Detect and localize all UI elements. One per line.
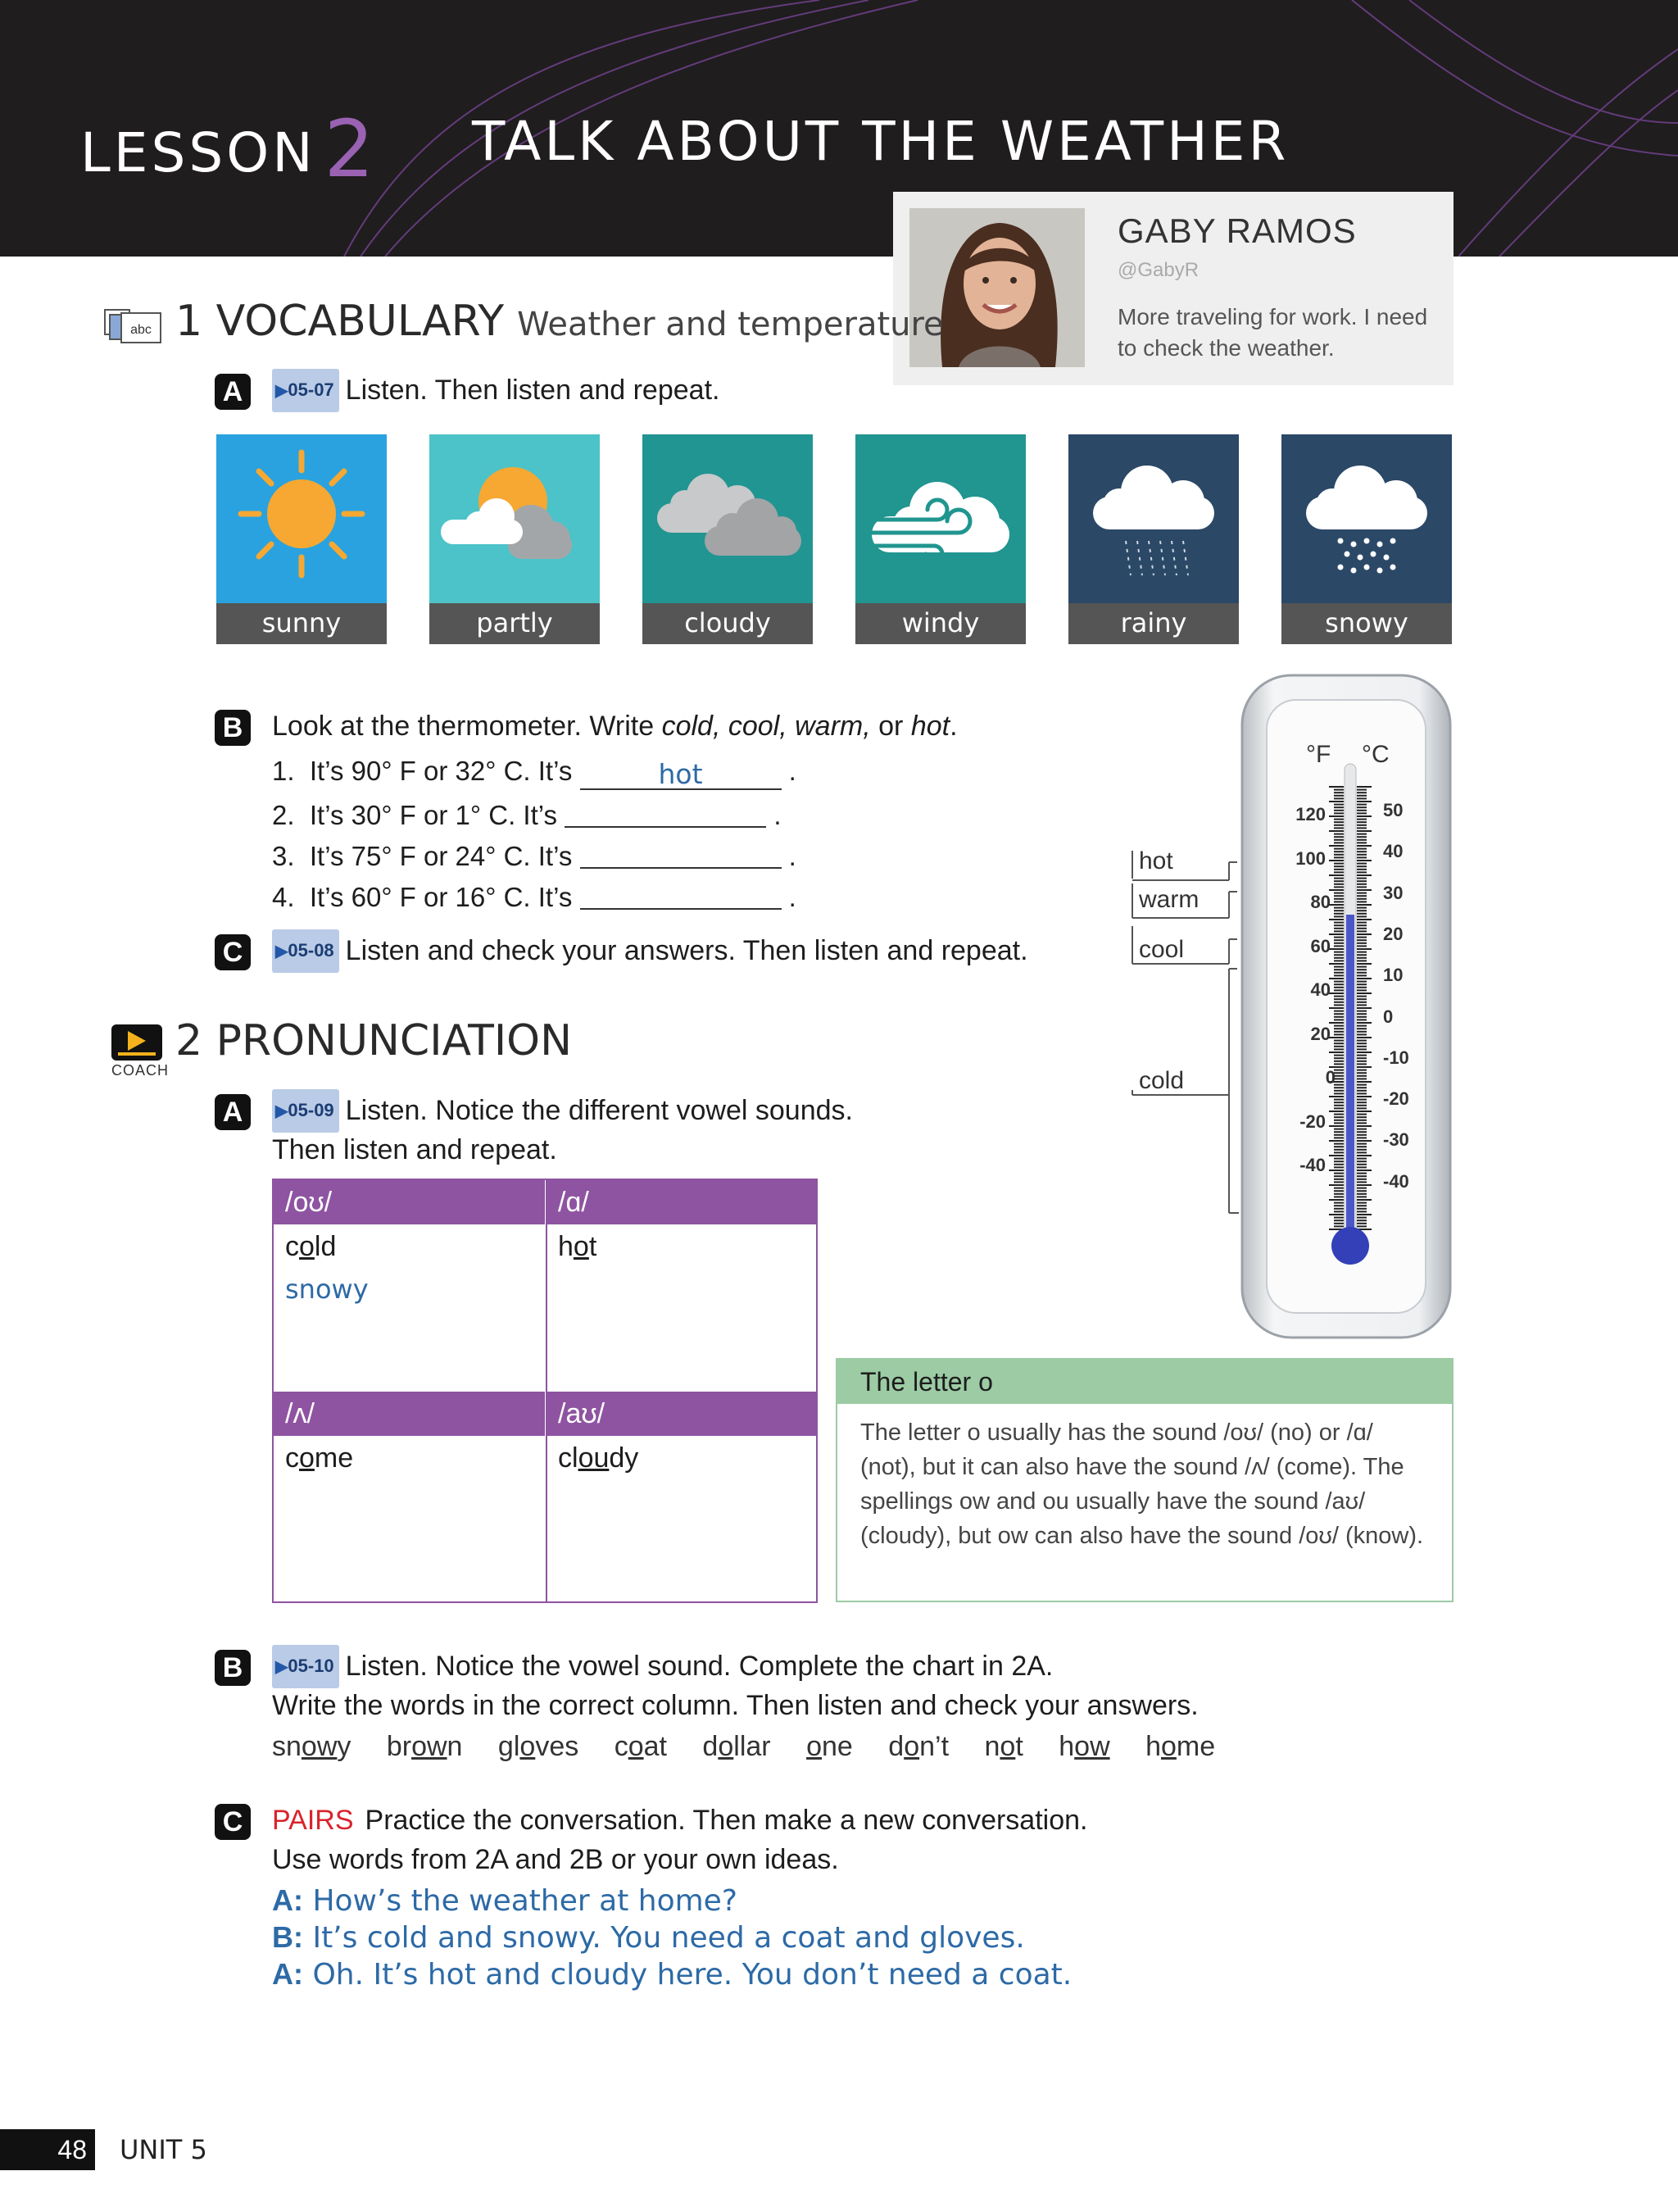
play-icon: ▶: [275, 1102, 288, 1120]
dialog-line-3: A: Oh. It’s hot and cloudy here. You don’t need a coat.: [272, 1957, 1073, 1992]
celsius-label: °C: [1362, 741, 1390, 768]
lesson-number: 2: [324, 103, 378, 195]
profile-text: More traveling for work. I need to check the weather.: [1118, 304, 1428, 361]
profile-name: GABY RAMOS: [1118, 211, 1357, 250]
celsius-tick-label: 30: [1383, 882, 1404, 903]
word-snowy: snowy: [272, 1731, 351, 1762]
play-icon: ▶: [275, 1658, 288, 1676]
fahrenheit-tick-label: -20: [1299, 1111, 1326, 1132]
tile-label-rainy: rainy: [1068, 603, 1239, 644]
fahrenheit-label: °F: [1306, 741, 1331, 768]
answer-blank-2[interactable]: [565, 800, 766, 828]
temp-label-warm: warm: [1139, 886, 1200, 913]
celsius-tick-label: 20: [1383, 923, 1404, 944]
word-list: [272, 1731, 1243, 1763]
dialog-line-2: B: It’s cold and snowy. You need a coat and gloves.: [272, 1920, 1025, 1955]
profile-card: [893, 192, 1454, 385]
letter-o-title: The letter o: [837, 1360, 1452, 1404]
word-coat: coat: [614, 1731, 667, 1762]
exercise-2b-instruction: ▶05-10 Listen. Notice the vowel sound. Complete the chart in 2A.: [272, 1647, 1053, 1692]
lesson-label: LESSON 2: [80, 103, 378, 195]
exercise-2b-instruction-line2: Write the words in the correct column. Then listen and check your answers.: [272, 1690, 1199, 1721]
chart-header-ou: /oʊ/: [274, 1180, 545, 1224]
exercise-1b-item-4: 4. It’s 60° F or 16° C. It’s .: [272, 882, 796, 912]
pairs-label: PAIRS: [272, 1805, 354, 1836]
weather-tile-rainy: [1068, 434, 1239, 644]
chart-word-hot: hot: [558, 1231, 597, 1262]
temp-label-hot: hot: [1139, 847, 1173, 874]
page-number: 48: [0, 2129, 95, 2170]
answer-blank-4[interactable]: [580, 882, 782, 910]
chart-header-uh: /ʌ/: [274, 1392, 545, 1436]
word-brown: brown: [386, 1731, 463, 1762]
exercise-1b-item-1: 1. It’s 90° F or 32° C. It’s hot .: [272, 756, 796, 790]
exercise-2c-instruction-line2: Use words from 2A and 2B or your own ideas.: [272, 1844, 839, 1875]
weather-tile-cloudy: [642, 434, 813, 644]
audio-button-05-07[interactable]: ▶05-07: [272, 369, 339, 412]
word-dollar: dollar: [702, 1731, 771, 1762]
word-one: one: [806, 1731, 853, 1762]
play-icon: ▶: [275, 382, 288, 400]
play-icon: ▶: [275, 942, 288, 961]
coach-label: COACH: [111, 1062, 170, 1079]
audio-button-05-08[interactable]: ▶05-08: [272, 929, 339, 973]
word-home: home: [1145, 1731, 1216, 1762]
profile-handle: @GabyR: [1118, 259, 1200, 281]
exercise-letter-2a: A: [215, 1094, 251, 1130]
exercise-1b-instruction: Look at the thermometer. Write cold, cool, warm, or hot.: [272, 711, 958, 742]
tile-label-sunny: sunny: [216, 603, 387, 644]
vocabulary-icon-label: abc: [130, 323, 152, 337]
celsius-tick-label: 0: [1383, 1006, 1394, 1027]
word-gloves: gloves: [497, 1731, 579, 1762]
fahrenheit-tick-label: 100: [1295, 847, 1326, 869]
fahrenheit-tick-label: 120: [1295, 804, 1326, 824]
exercise-1a-instruction: ▶05-07 Listen. Then listen and repeat.: [272, 370, 719, 416]
exercise-1b-item-3: 3. It’s 75° F or 24° C. It’s .: [272, 841, 796, 871]
chart-header-au: /aʊ/: [546, 1392, 818, 1436]
word-not: not: [984, 1731, 1023, 1762]
coach-video-icon[interactable]: [110, 1023, 164, 1062]
chart-word-cloudy: cloudy: [558, 1442, 639, 1474]
temp-label-cold: cold: [1139, 1067, 1185, 1094]
fahrenheit-tick-label: 20: [1310, 1023, 1331, 1044]
celsius-tick-label: -20: [1383, 1088, 1409, 1110]
weather-tile-windy: [855, 434, 1026, 644]
exercise-2a-instruction-line2: Then listen and repeat.: [272, 1134, 557, 1165]
vocabulary-icon: [103, 308, 162, 344]
fahrenheit-tick-label: 0: [1325, 1067, 1336, 1088]
exercise-letter-1a: A: [215, 374, 251, 410]
exercise-1b-item-2: 2. It’s 30° F or 1° C. It’s .: [272, 800, 782, 830]
exercise-2c-instruction: PAIRS Practice the conversation. Then make a new conversation.: [272, 1805, 1088, 1836]
celsius-tick-label: -30: [1383, 1129, 1409, 1151]
audio-button-05-10[interactable]: ▶05-10: [272, 1645, 339, 1688]
exercise-1c-instruction: ▶05-08 Listen and check your answers. Then listen and repeat.: [272, 931, 1028, 976]
section-vocabulary-heading: 1 VOCABULARY Weather and temperature: [175, 297, 944, 346]
word-dont: don’t: [888, 1731, 950, 1762]
weather-tile-sunny: [216, 434, 387, 644]
answer-blank-1[interactable]: hot: [580, 762, 782, 790]
chart-word-snowy: snowy: [285, 1274, 369, 1305]
thermometer-illustration: [1239, 672, 1454, 1341]
celsius-tick-label: -10: [1383, 1047, 1409, 1068]
chart-divider: [546, 1180, 547, 1601]
section-vocabulary-subtitle: Weather and temperature: [517, 306, 944, 343]
exercise-letter-1b: B: [215, 710, 251, 746]
fahrenheit-tick-label: -40: [1299, 1155, 1326, 1175]
chart-word-cold: cold: [285, 1231, 337, 1262]
tile-label-partly-cloudy: partly cloudy: [429, 603, 600, 644]
audio-button-05-09[interactable]: ▶05-09: [272, 1089, 339, 1133]
fahrenheit-tick-label: 60: [1310, 935, 1331, 956]
section-pronunciation-heading: 2 PRONUNCIATION: [175, 1016, 573, 1065]
tile-label-snowy: snowy: [1281, 603, 1452, 644]
answer-blank-3[interactable]: [580, 841, 782, 869]
tile-label-cloudy: cloudy: [642, 603, 813, 644]
exercise-letter-2b: B: [215, 1650, 251, 1686]
weather-tile-snowy: [1281, 434, 1452, 644]
temp-label-cool: cool: [1139, 936, 1185, 963]
celsius-tick-label: 40: [1383, 841, 1404, 862]
tile-label-windy: windy: [855, 603, 1026, 644]
unit-label: UNIT 5: [120, 2134, 207, 2165]
weather-tile-partly-cloudy: [429, 434, 600, 678]
exercise-letter-1c: C: [215, 934, 251, 970]
chart-word-come: come: [285, 1442, 354, 1474]
fahrenheit-tick-label: 80: [1310, 892, 1331, 912]
celsius-tick-label: -40: [1383, 1170, 1409, 1192]
dialog-line-1: A: How’s the weather at home?: [272, 1883, 737, 1918]
exercise-2a-instruction: ▶05-09 Listen. Notice the different vowel sounds.: [272, 1091, 853, 1136]
chart-header-a: /ɑ/: [546, 1180, 818, 1224]
lesson-title: TALK ABOUT THE WEATHER: [472, 110, 1290, 173]
pronunciation-chart: [272, 1179, 818, 1603]
celsius-tick-label: 50: [1383, 800, 1404, 820]
letter-o-note: [836, 1358, 1454, 1602]
word-how: how: [1059, 1731, 1110, 1762]
fahrenheit-tick-label: 40: [1310, 979, 1331, 1000]
celsius-tick-label: 10: [1383, 965, 1404, 986]
letter-o-body: The letter o usually has the sound /oʊ/ (no) or /ɑ/ (not), but it can also have the sound /ʌ/ (come). The spellings ow and ou usually have the sound /aʊ/ (cloudy), but ow can also have the sound /oʊ/ (know).: [860, 1419, 1424, 1549]
exercise-letter-2c: C: [215, 1804, 251, 1840]
